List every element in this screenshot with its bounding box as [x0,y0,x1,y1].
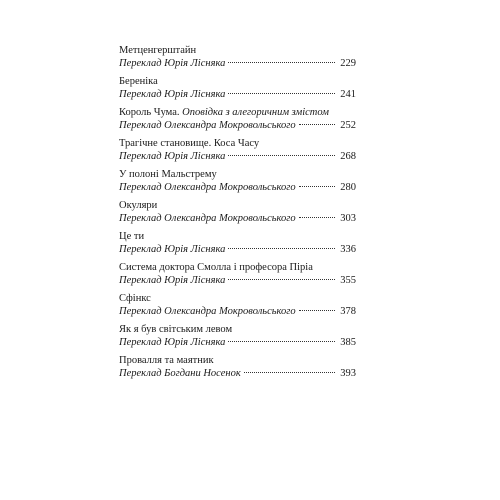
translator-credit: Переклад Юрія Лісняка [119,337,226,348]
title-text: Сфінкс [119,293,151,304]
entry-credit-line [119,336,356,349]
toc-entry [119,261,356,287]
title-text: Система доктора Смолла і професора Піріа [119,262,313,273]
page-number: 393 [340,368,356,379]
entry-credit-line [119,212,356,225]
entry-credit-line [119,150,356,163]
table-of-contents [119,44,356,385]
translator-credit: Переклад Юрія Лісняка [119,244,226,255]
entry-title [119,168,356,181]
toc-entry [119,199,356,225]
title-text: Король Чума. [119,107,183,118]
title-text: Провалля та маятник [119,355,214,366]
page-number: 355 [340,275,356,286]
entry-credit-line [119,181,356,194]
entry-title [119,323,356,336]
entry-title [119,354,356,367]
translator-credit: Переклад Юрія Лісняка [119,275,226,286]
entry-title [119,230,356,243]
page-number: 252 [340,120,356,131]
title-text: Як я був світським левом [119,324,233,335]
toc-entry [119,106,356,132]
translator-credit: Переклад Юрія Лісняка [119,151,226,162]
dot-leader [299,310,335,311]
page-number: 268 [340,151,356,162]
page-number: 280 [340,182,356,193]
translator-credit: Переклад Юрія Лісняка [119,89,226,100]
entry-title [119,44,356,57]
entry-credit-line [119,57,356,70]
title-subtitle: Оповідка з алегоричним змістом [182,107,329,118]
dot-leader [228,93,335,94]
toc-entry [119,292,356,318]
translator-credit: Переклад Олександра Мокровольського [119,120,296,131]
toc-entry [119,323,356,349]
page-number: 241 [340,89,356,100]
entry-title [119,292,356,305]
dot-leader [228,341,335,342]
toc-entry [119,354,356,380]
dot-leader [299,124,335,125]
title-text: Береніка [119,76,158,87]
entry-title [119,199,356,212]
title-text: Окуляри [119,200,158,211]
toc-entry [119,75,356,101]
toc-entry [119,168,356,194]
entry-credit-line [119,119,356,132]
dot-leader [228,62,335,63]
dot-leader [228,248,335,249]
page-number: 385 [340,337,356,348]
page-number: 229 [340,58,356,69]
entry-title [119,106,356,119]
dot-leader [228,155,335,156]
page-number: 303 [340,213,356,224]
translator-credit: Переклад Юрія Лісняка [119,58,226,69]
dot-leader [244,372,335,373]
title-text: Це ти [119,231,145,242]
title-text: У полоні Мальстрему [119,169,217,180]
translator-credit: Переклад Олександра Мокровольського [119,306,296,317]
entry-credit-line [119,88,356,101]
entry-credit-line [119,367,356,380]
toc-entry [119,230,356,256]
entry-title [119,261,356,274]
entry-title [119,137,356,150]
toc-entry [119,137,356,163]
translator-credit: Переклад Олександра Мокровольського [119,213,296,224]
entry-credit-line [119,274,356,287]
translator-credit: Переклад Олександра Мокровольського [119,182,296,193]
dot-leader [299,186,335,187]
entry-credit-line [119,305,356,318]
page-number: 336 [340,244,356,255]
toc-entry [119,44,356,70]
dot-leader [228,279,335,280]
title-text: Метценгерштайн [119,45,197,56]
page-number: 378 [340,306,356,317]
dot-leader [299,217,335,218]
title-text: Трагічне становище. Коса Часу [119,138,260,149]
entry-title [119,75,356,88]
entry-credit-line [119,243,356,256]
translator-credit: Переклад Богдани Носенок [119,368,241,379]
